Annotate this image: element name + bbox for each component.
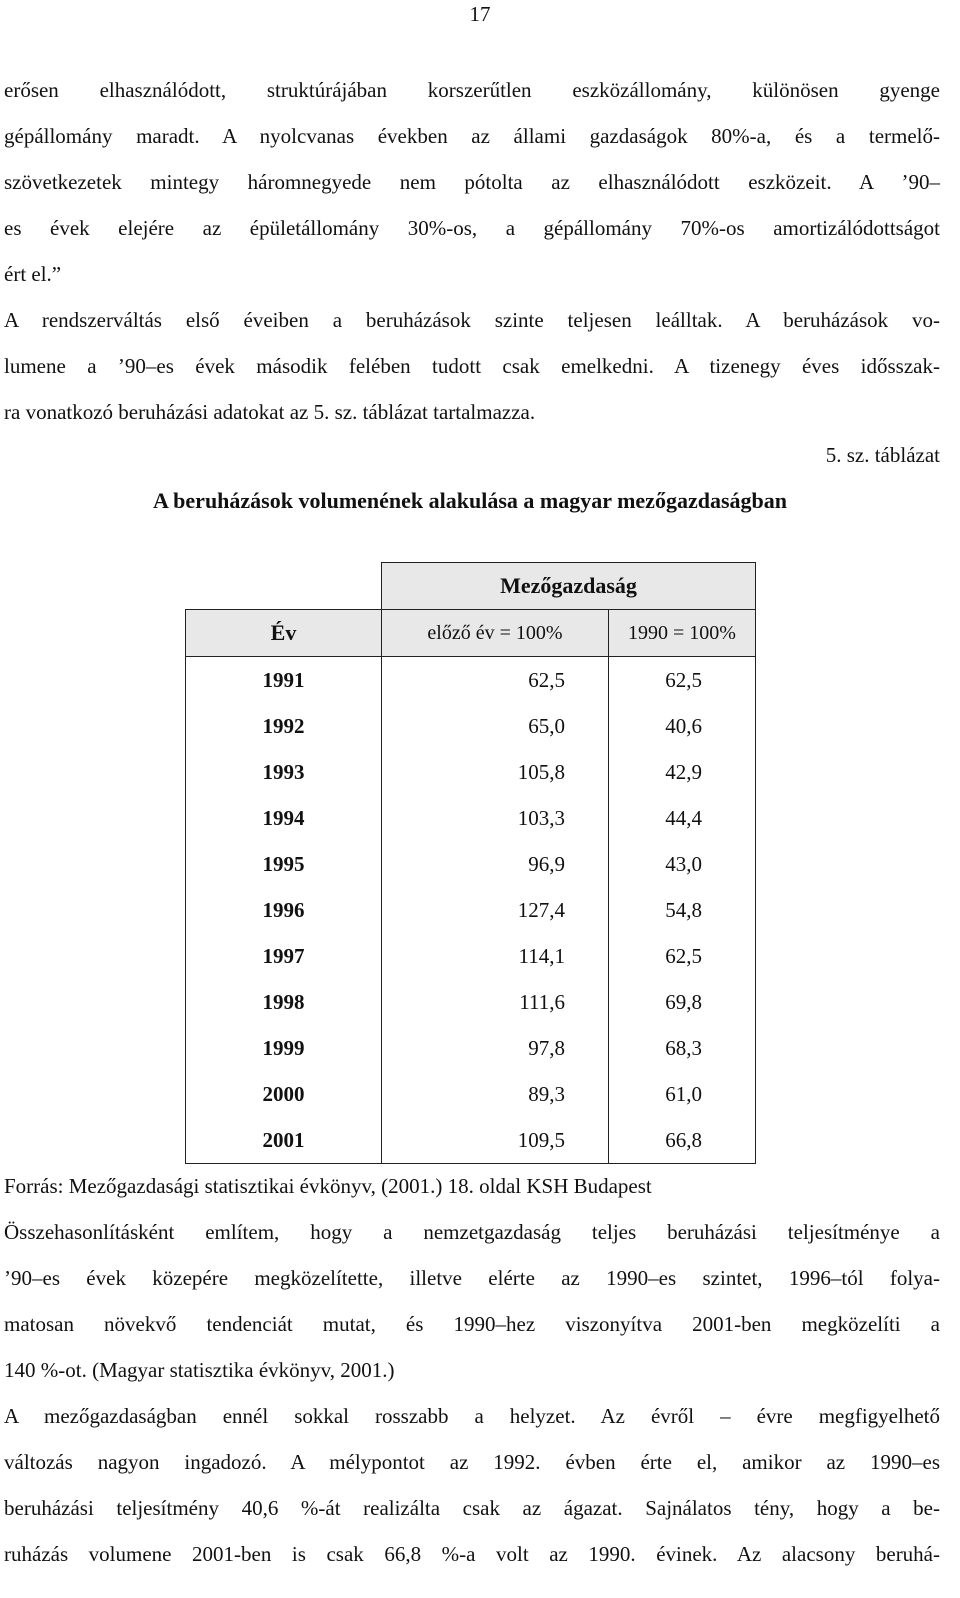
table-source: Forrás: Mezőgazdasági statisztikai évkönyv, (2001.) 18. oldal KSH Budapest [4, 1174, 652, 1198]
base-year-cell: 61,0 [609, 1071, 756, 1117]
table-row [186, 841, 756, 887]
paragraph3-line-4: 140 %-ot. (Magyar statisztika évkönyv, 2001.) [4, 1358, 395, 1382]
year-cell: 1994 [186, 795, 382, 841]
paragraph3-line-3: matosan növekvő tendenciát mutat, és 1990–hez viszonyítva 2001-ben megközelíti a [4, 1312, 940, 1336]
prev-year-cell: 103,3 [382, 795, 609, 841]
paragraph4-line-3: beruházási teljesítmény 40,6 %-át realizálta csak az ágazat. Sajnálatos tény, hogy a be- [4, 1496, 940, 1520]
base-year-header: 1990 = 100% [609, 610, 756, 657]
base-year-cell: 68,3 [609, 1025, 756, 1071]
year-cell: 2000 [186, 1071, 382, 1117]
paragraph4-line-2: változás nagyon ingadozó. A mélypontot az 1992. évben érte el, amikor az 1990–es [4, 1450, 940, 1474]
page-number: 17 [469, 2, 491, 26]
year-cell: 1997 [186, 933, 382, 979]
base-year-cell: 40,6 [609, 703, 756, 749]
prev-year-cell: 105,8 [382, 749, 609, 795]
year-cell: 1993 [186, 749, 382, 795]
table-row [186, 887, 756, 933]
base-year-cell: 43,0 [609, 841, 756, 887]
paragraph4-line-1: A mezőgazdaságban ennél sokkal rosszabb a helyzet. Az évről – évre megfigyelhető [4, 1404, 940, 1428]
base-year-cell: 44,4 [609, 795, 756, 841]
base-year-cell: 66,8 [609, 1117, 756, 1164]
paragraph3-line-2: ’90–es évek közepére megközelítette, illetve elérte az 1990–es szintet, 1996–tól folya- [4, 1266, 940, 1290]
header-empty-cell [186, 563, 382, 610]
year-cell: 2001 [186, 1117, 382, 1164]
investment-table [185, 562, 756, 1164]
table-label: 5. sz. táblázat [825, 443, 940, 467]
prev-year-header: előző év = 100% [382, 610, 609, 657]
base-year-cell: 54,8 [609, 887, 756, 933]
base-year-cell: 62,5 [609, 657, 756, 704]
base-year-cell: 42,9 [609, 749, 756, 795]
table-row [186, 703, 756, 749]
year-cell: 1999 [186, 1025, 382, 1071]
table-title: A beruházások volumenének alakulása a magyar mezőgazdaságban [153, 488, 787, 513]
paragraph1-line-4: es évek elejére az épületállomány 30%-os, a gépállomány 70%-os amortizálódottságot [4, 216, 940, 240]
table-header-row-2 [186, 610, 756, 657]
table-row [186, 1117, 756, 1164]
paragraph1-line-3: szövetkezetek mintegy háromnegyede nem pótolta az elhasználódott eszközeit. A ’90– [4, 170, 940, 194]
paragraph1-line-2: gépállomány maradt. A nyolcvanas években az állami gazdaságok 80%-a, és a termelő- [4, 124, 940, 148]
prev-year-cell: 111,6 [382, 979, 609, 1025]
paragraph1-line-5: ért el.” [4, 262, 62, 286]
year-cell: 1992 [186, 703, 382, 749]
paragraph4-line-4: ruházás volumene 2001-ben is csak 66,8 %-a volt az 1990. évinek. Az alacsony beruhá- [4, 1542, 940, 1566]
paragraph1-line-1: erősen elhasználódott, struktúrájában korszerűtlen eszközállomány, különösen gyenge [4, 78, 940, 102]
prev-year-cell: 127,4 [382, 887, 609, 933]
prev-year-cell: 65,0 [382, 703, 609, 749]
prev-year-cell: 97,8 [382, 1025, 609, 1071]
prev-year-cell: 109,5 [382, 1117, 609, 1164]
table-row [186, 749, 756, 795]
prev-year-cell: 89,3 [382, 1071, 609, 1117]
table-body [186, 657, 756, 1164]
base-year-cell: 69,8 [609, 979, 756, 1025]
table-row [186, 979, 756, 1025]
year-cell: 1995 [186, 841, 382, 887]
prev-year-cell: 114,1 [382, 933, 609, 979]
year-cell: 1996 [186, 887, 382, 933]
table-row [186, 1025, 756, 1071]
prev-year-cell: 96,9 [382, 841, 609, 887]
year-cell: 1991 [186, 657, 382, 704]
year-header: Év [186, 610, 382, 657]
prev-year-cell: 62,5 [382, 657, 609, 704]
base-year-cell: 62,5 [609, 933, 756, 979]
paragraph2-line-3: ra vonatkozó beruházási adatokat az 5. sz. táblázat tartalmazza. [4, 400, 536, 424]
paragraph2-line-2: lumene a ’90–es évek második felében tudott csak emelkedni. A tizenegy éves idősszak- [4, 354, 940, 378]
table-header-row-1 [186, 563, 756, 610]
table-row [186, 795, 756, 841]
year-cell: 1998 [186, 979, 382, 1025]
table-row [186, 1071, 756, 1117]
table-row [186, 657, 756, 704]
paragraph3-line-1: Összehasonlításként említem, hogy a nemzetgazdaság teljes beruházási teljesítménye a [4, 1220, 940, 1244]
table-row [186, 933, 756, 979]
sector-header: Mezőgazdaság [382, 563, 756, 610]
paragraph2-line-1: A rendszerváltás első éveiben a beruházások szinte teljesen leálltak. A beruházások vo- [4, 308, 940, 332]
